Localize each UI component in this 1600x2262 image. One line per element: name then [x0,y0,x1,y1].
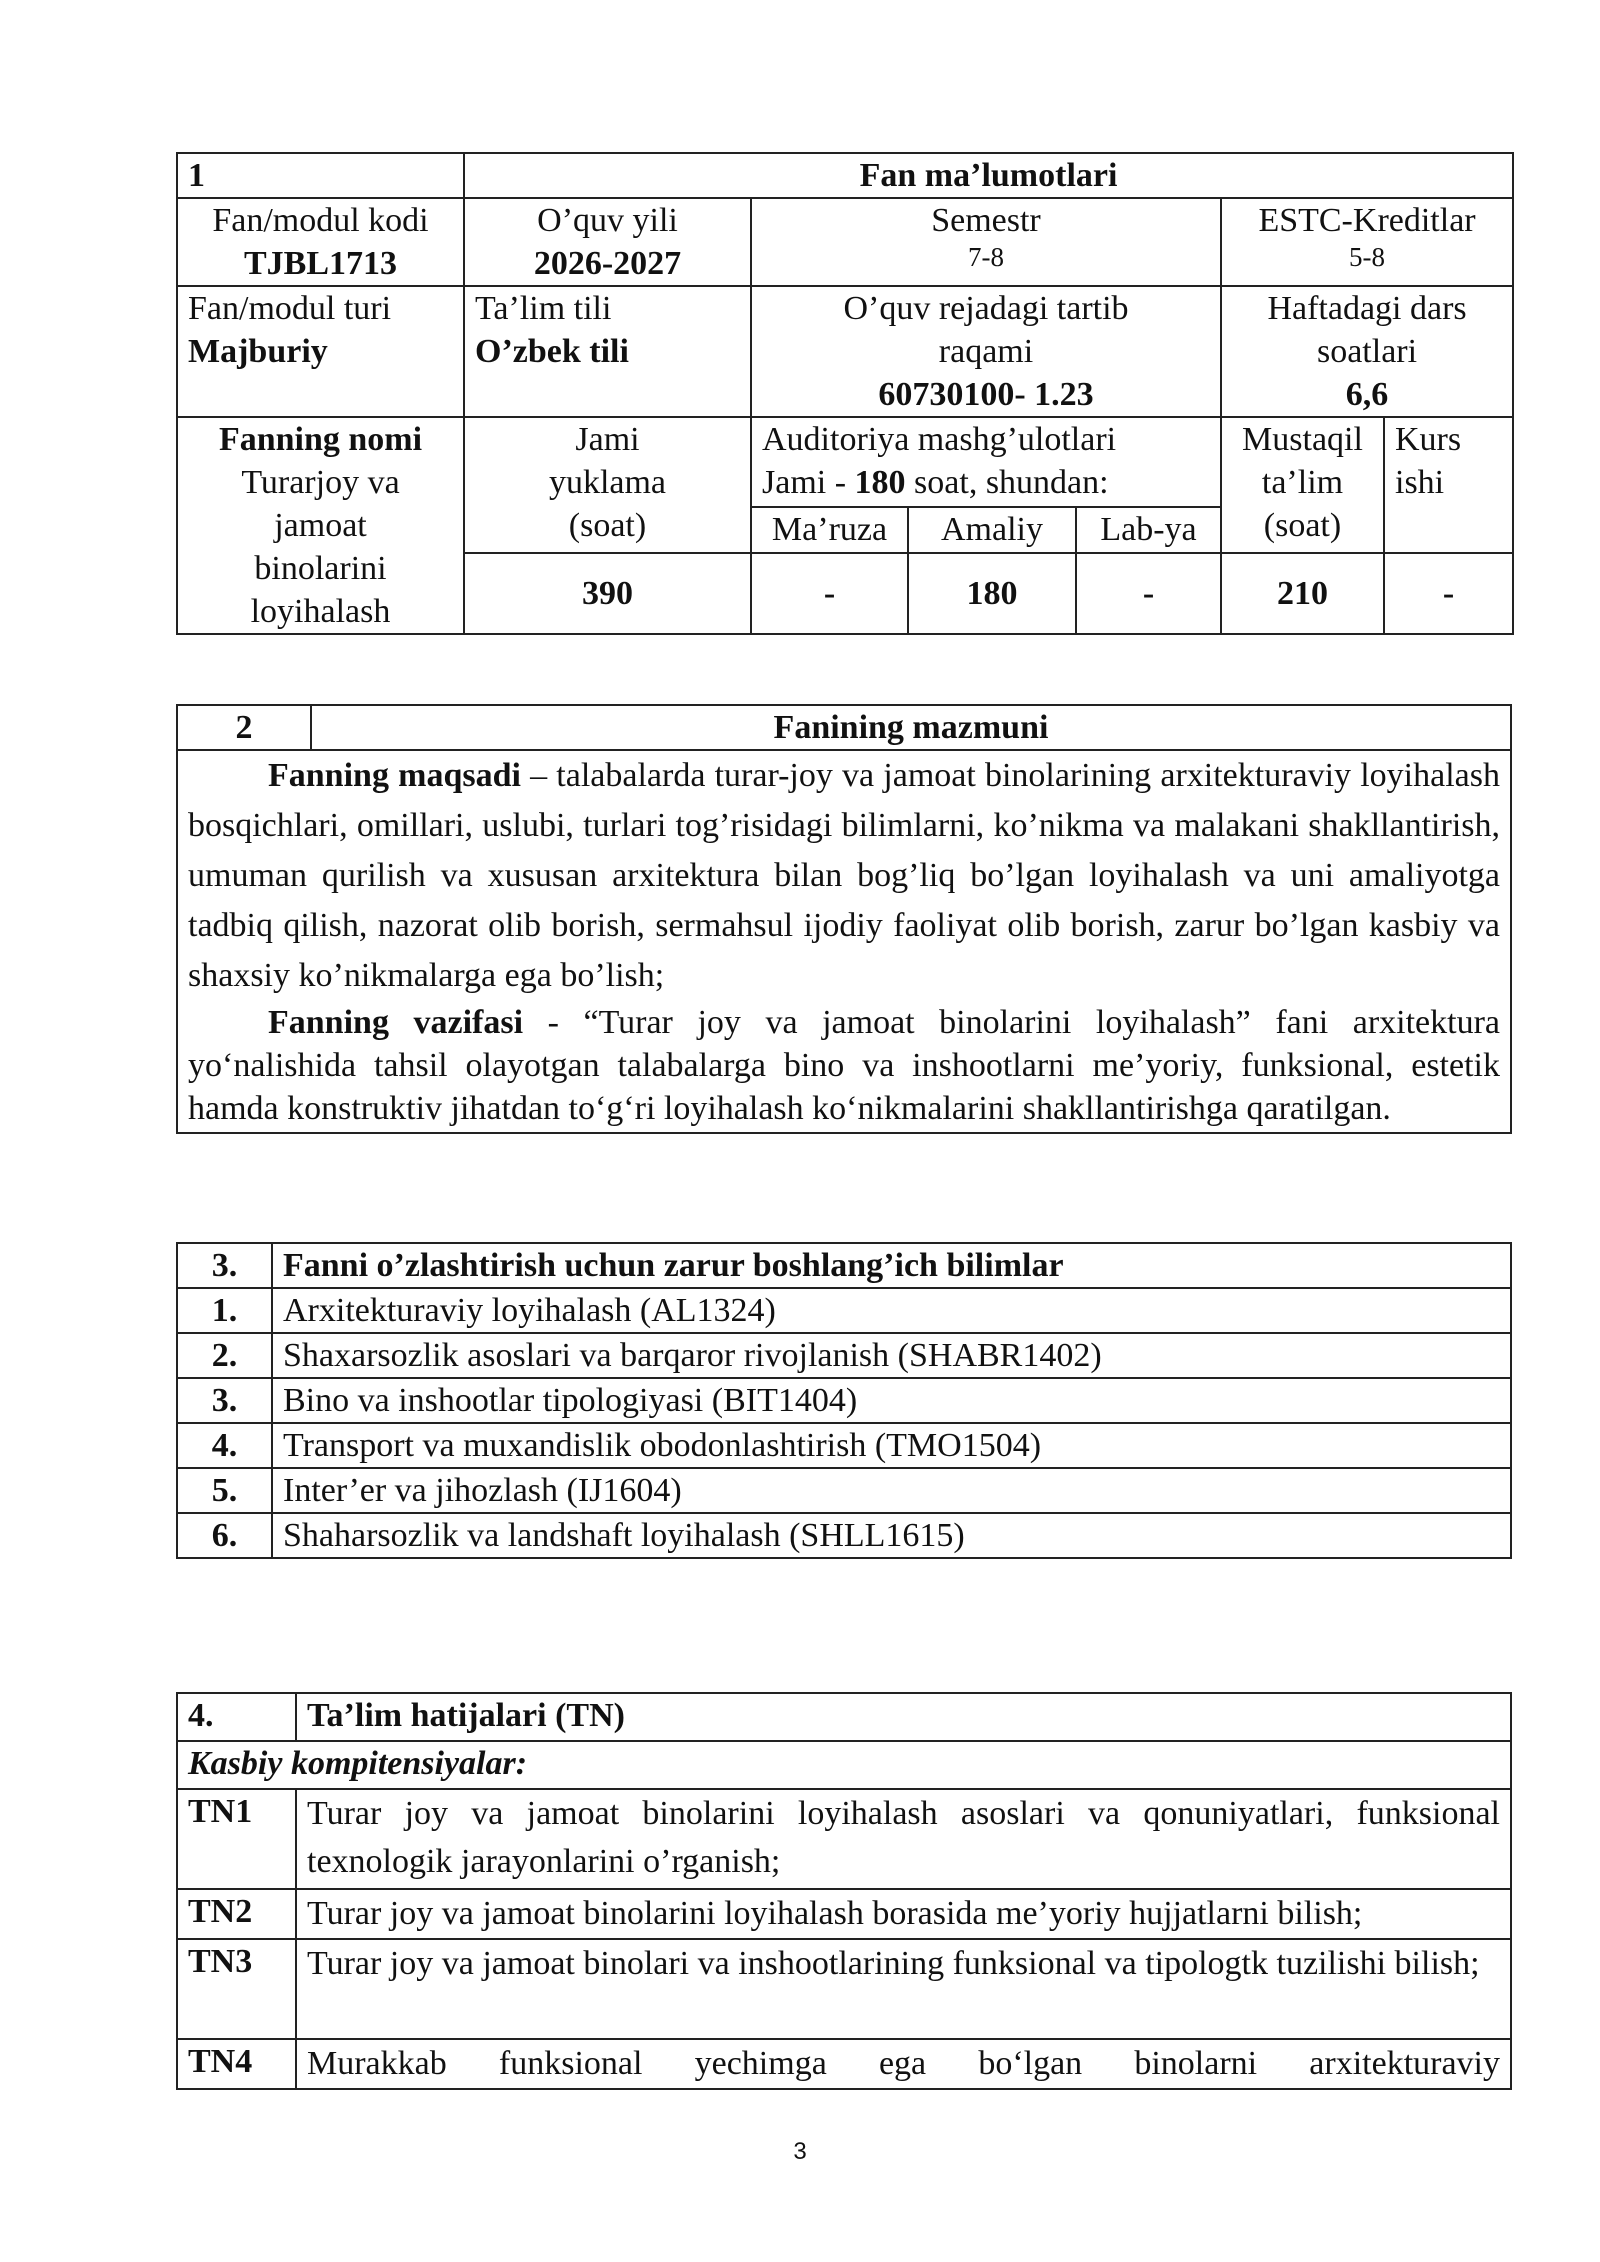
code-value: TJBL1713 [243,245,398,282]
practical-value: 180 [908,553,1076,634]
independent-cell [1221,417,1384,553]
goal-text: – talabalarda turar-joy va jamoat binolarining arxitekturaviy loyihalash bosqichlari, omillari, uslubi, turlari tog’risidagi bilimlarni, ko’nikma va malakani shakllantirish, umuman qurilish va xususan arxitektura bilan bog’liq bo’lgan loyihalash va uni amaliyotga tadbiq qilish, nazorat olib borish, sermahsul ijodiy faoliyat olib borish, zarur bo’lgan kasbiy va shaxsiy ko’nikmalarga ega bo’lish; [188,757,1500,994]
list-item: Arxitekturaviy loyihalash (AL1324) [272,1288,1511,1333]
lecture-label: Ma’ruza [751,507,908,553]
outcome-code: TN2 [177,1889,296,1939]
list-item: Shaharsozlik va landshaft loyihalash (SHLL1615) [272,1513,1511,1558]
section-subtitle: Kasbiy kompitensiyalar: [177,1741,1511,1789]
lab-label: Lab-ya [1076,507,1221,553]
semester-value: 7-8 [968,242,1004,272]
list-item: Transport va muxandislik obodonlashtirish (TMO1504) [272,1423,1511,1468]
course-work-line: ishi [1395,464,1445,501]
order-cell [751,286,1221,417]
page-number: 3 [793,2138,807,2165]
weekly-cell [1221,286,1513,417]
course-work-line: Kurs [1395,421,1462,458]
prerequisites-table [176,1242,1512,1559]
goal-paragraph [188,751,1500,1001]
section-title: Fanining mazmuni [311,705,1511,750]
course-work-cell [1384,417,1513,553]
practical-label: Amaliy [908,507,1076,553]
list-item-number: 6. [177,1513,272,1558]
lang-value: O’zbek tili [475,333,629,370]
list-item: Inter’er va jihozlash (IJ1604) [272,1468,1511,1513]
section-number: 1 [177,153,464,198]
lab-value: - [1076,553,1221,634]
type-cell [177,286,464,417]
code-cell [177,198,464,286]
outcome-text: Turar joy va jamoat binolari va inshootlarining funksional va tipologtk tuzilishi bilish; [296,1939,1511,2039]
total-load-line: yuklama [548,464,667,501]
task-text: - “Turar joy va jamoat binolarini loyihalash” fani arxitektura yoʻnalishida tahsil olayotgan talabalarga bino va inshootlarni me’yoriy, funksional, estetik hamda konstruktiv jihatdan toʻgʻri loyihalash koʻnikmalarini shakllantirishga qaratilgan. [188,1004,1501,1127]
auditorium-cell [751,417,1221,507]
subject-name-line: binolarini [254,550,387,587]
order-label: raqami [938,333,1034,370]
content-cell [177,750,1511,1133]
outcome-text: Turar joy va jamoat binolarini loyihalash borasida me’yoriy hujjatlarni bilish; [296,1889,1511,1939]
year-label: O’quv yili [537,202,678,239]
section-title: Ta’lim hatijalari (TN) [296,1693,1511,1741]
task-paragraph [188,1001,1500,1130]
outcome-text: Murakkab funksional yechimga ega boʻlgan binolarni arxitekturaviy [296,2039,1511,2089]
outcome-code: TN3 [177,1939,296,2039]
outcome-text: Turar joy va jamoat binolarini loyihalash asoslari va qonuniyatlari, funksional texnologik jarayonlarini o’rganish; [296,1789,1511,1889]
lang-label: Ta’lim tili [475,290,612,327]
code-label: Fan/modul kodi [212,202,429,239]
goal-label: Fanning maqsadi [268,757,521,794]
task-label: Fanning vazifasi [268,1004,524,1041]
subject-name-line: jamoat [274,507,367,544]
section-number: 3. [177,1243,272,1288]
list-item-number: 3. [177,1378,272,1423]
lecture-value: - [751,553,908,634]
independent-line: ta’lim [1261,464,1344,501]
section-title: Fanni o’zlashtirish uchun zarur boshlang’ich bilimlar [272,1243,1511,1288]
subject-content-table [176,704,1512,1134]
order-label: O’quv rejadagi tartib [843,290,1129,327]
list-item: Bino va inshootlar tipologiyasi (BIT1404) [272,1378,1511,1423]
subject-name-line: Turarjoy va [241,464,400,501]
independent-line: Mustaqil [1242,421,1363,458]
lang-cell [464,286,751,417]
course-work-value: - [1384,553,1513,634]
type-label: Fan/modul turi [188,290,392,327]
type-value: Majburiy [188,333,328,370]
semester-cell [751,198,1221,286]
section-title: Fan ma’lumotlari [464,153,1513,198]
section-number: 2 [177,705,311,750]
total-load-line: (soat) [568,507,647,544]
independent-line: (soat) [1263,507,1342,544]
auditorium-prefix: Jami - [762,464,855,501]
auditorium-suffix: soat, shundan: [905,464,1109,501]
subject-info-table [176,152,1514,635]
list-item-number: 1. [177,1288,272,1333]
credits-value: 5-8 [1349,242,1386,272]
list-item: Shaxarsozlik asoslari va barqaror rivojlanish (SHABR1402) [272,1333,1511,1378]
outcome-code: TN1 [177,1789,296,1889]
auditorium-total [762,461,1210,504]
subject-name-line: loyihalash [250,593,391,630]
total-load-line: Jami [575,421,640,458]
subject-label: Fanning nomi [218,421,423,458]
independent-value: 210 [1221,553,1384,634]
semester-label: Semestr [931,202,1041,239]
list-item-number: 2. [177,1333,272,1378]
auditorium-label: Auditoriya mashg’ulotlari [762,421,1117,458]
total-load-cell [464,417,751,553]
year-cell [464,198,751,286]
list-item-number: 5. [177,1468,272,1513]
credits-label: ESTC-Kreditlar [1258,202,1476,239]
auditorium-hours: 180 [854,464,906,501]
weekly-label: soatlari [1316,333,1418,370]
credits-cell [1221,198,1513,286]
list-item-number: 4. [177,1423,272,1468]
section-number: 4. [177,1693,296,1741]
weekly-value: 6,6 [1345,376,1389,413]
outcome-code: TN4 [177,2039,296,2089]
total-load-value: 390 [464,553,751,634]
learning-outcomes-table [176,1692,1512,2090]
year-value: 2026-2027 [533,245,682,282]
weekly-label: Haftadagi dars [1267,290,1467,327]
subject-name-cell [177,417,464,634]
order-value: 60730100- 1.23 [878,376,1094,413]
